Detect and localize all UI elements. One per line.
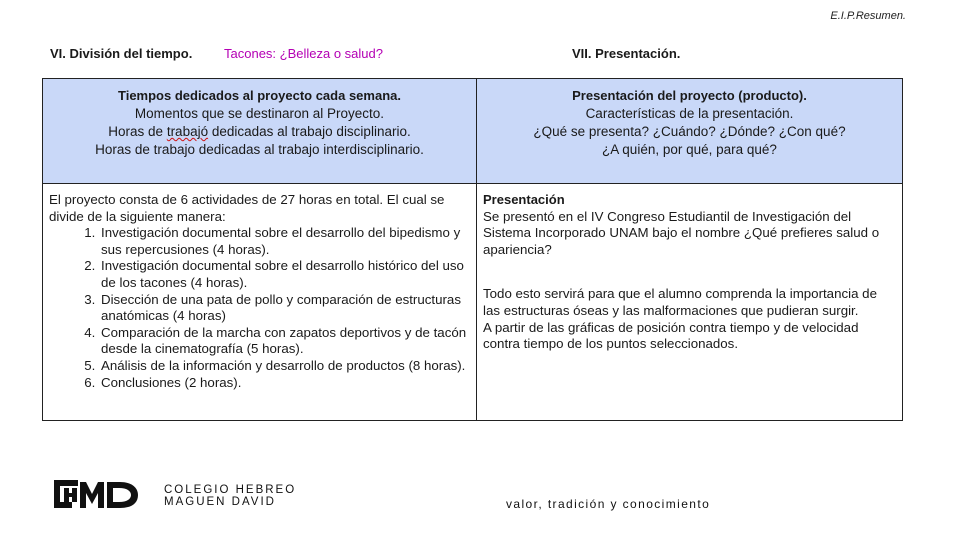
presentation-paragraph-2: Todo esto servirá para que el alumno comprenda la importancia de las estructuras óseas y las malformaciones que pudieran surgir.: [483, 286, 877, 318]
presentation-title: Presentación: [483, 192, 565, 207]
list-item: 4. Comparación de la marcha con zapatos deportivos y de tacón desde la cinematografía (5 horas).: [99, 325, 470, 358]
project-topic: Tacones: ¿Belleza o salud?: [224, 46, 383, 61]
time-header-line1: Momentos que se destinaron al Proyecto.: [134, 106, 385, 121]
project-table: [42, 78, 903, 421]
time-header-line2-pre: Horas de: [108, 124, 167, 139]
section-vi-title: VI. División del tiempo.: [50, 46, 193, 61]
activities-cell: [43, 184, 477, 421]
school-name: [164, 484, 296, 508]
list-item: 6. Conclusiones (2 horas).: [99, 375, 470, 392]
list-item: 1. Investigación documental sobre el desarrollo del bipedismo y sus repercusiones (4 horas).: [99, 225, 470, 258]
presentation-cell: [477, 184, 903, 421]
activities-intro: El proyecto consta de 6 actividades de 27 horas en total. El cual se divide de la siguiente manera:: [49, 192, 445, 224]
time-header-line2: [43, 123, 476, 141]
presentation-header-title: Presentación del proyecto (producto).: [572, 88, 807, 103]
presentation-header-line3: ¿A quién, por qué, para qué?: [602, 142, 777, 157]
school-logo-icon: [52, 478, 144, 512]
time-header-line2-post: dedicadas al trabajo disciplinario.: [208, 124, 411, 139]
document-header-note: E.I.P.Resumen.: [830, 10, 906, 22]
time-header-cell: [43, 79, 477, 184]
presentation-paragraph-3: A partir de las gráficas de posición contra tiempo y de velocidad contra tiempo de los puntos seleccionados.: [483, 319, 859, 352]
list-item: 5. Análisis de la información y desarrollo de productos (8 horas).: [99, 358, 470, 375]
school-tagline: valor, tradición y conocimiento: [506, 497, 711, 511]
school-name-line2: MAGUEN DAVID: [164, 496, 276, 508]
presentation-header-line1: Características de la presentación.: [585, 106, 794, 121]
section-vii-title: VII. Presentación.: [572, 46, 681, 61]
presentation-header-cell: [477, 79, 903, 184]
activities-list: [49, 225, 470, 391]
list-item: 2. Investigación documental sobre el desarrollo histórico del uso de los tacones (4 horas).: [99, 258, 470, 291]
presentation-header-line2: ¿Qué se presenta? ¿Cuándo? ¿Dónde? ¿Con qué?: [533, 124, 846, 139]
misspelled-word: trabajó: [166, 124, 209, 139]
time-header-line3: Horas de trabajo dedicadas al trabajo interdisciplinario.: [95, 142, 424, 157]
school-name-line1: COLEGIO HEBREO: [164, 484, 297, 496]
time-header-title: Tiempos dedicados al proyecto cada semana.: [118, 88, 401, 103]
presentation-paragraph-1: Se presentó en el IV Congreso Estudiantil de Investigación del Sistema Incorporado UNAM bajo el nombre ¿Qué prefieres salud o apariencia?: [483, 208, 880, 257]
list-item: 3. Disección de una pata de pollo y comparación de estructuras anatómicas (4 horas): [99, 292, 470, 325]
